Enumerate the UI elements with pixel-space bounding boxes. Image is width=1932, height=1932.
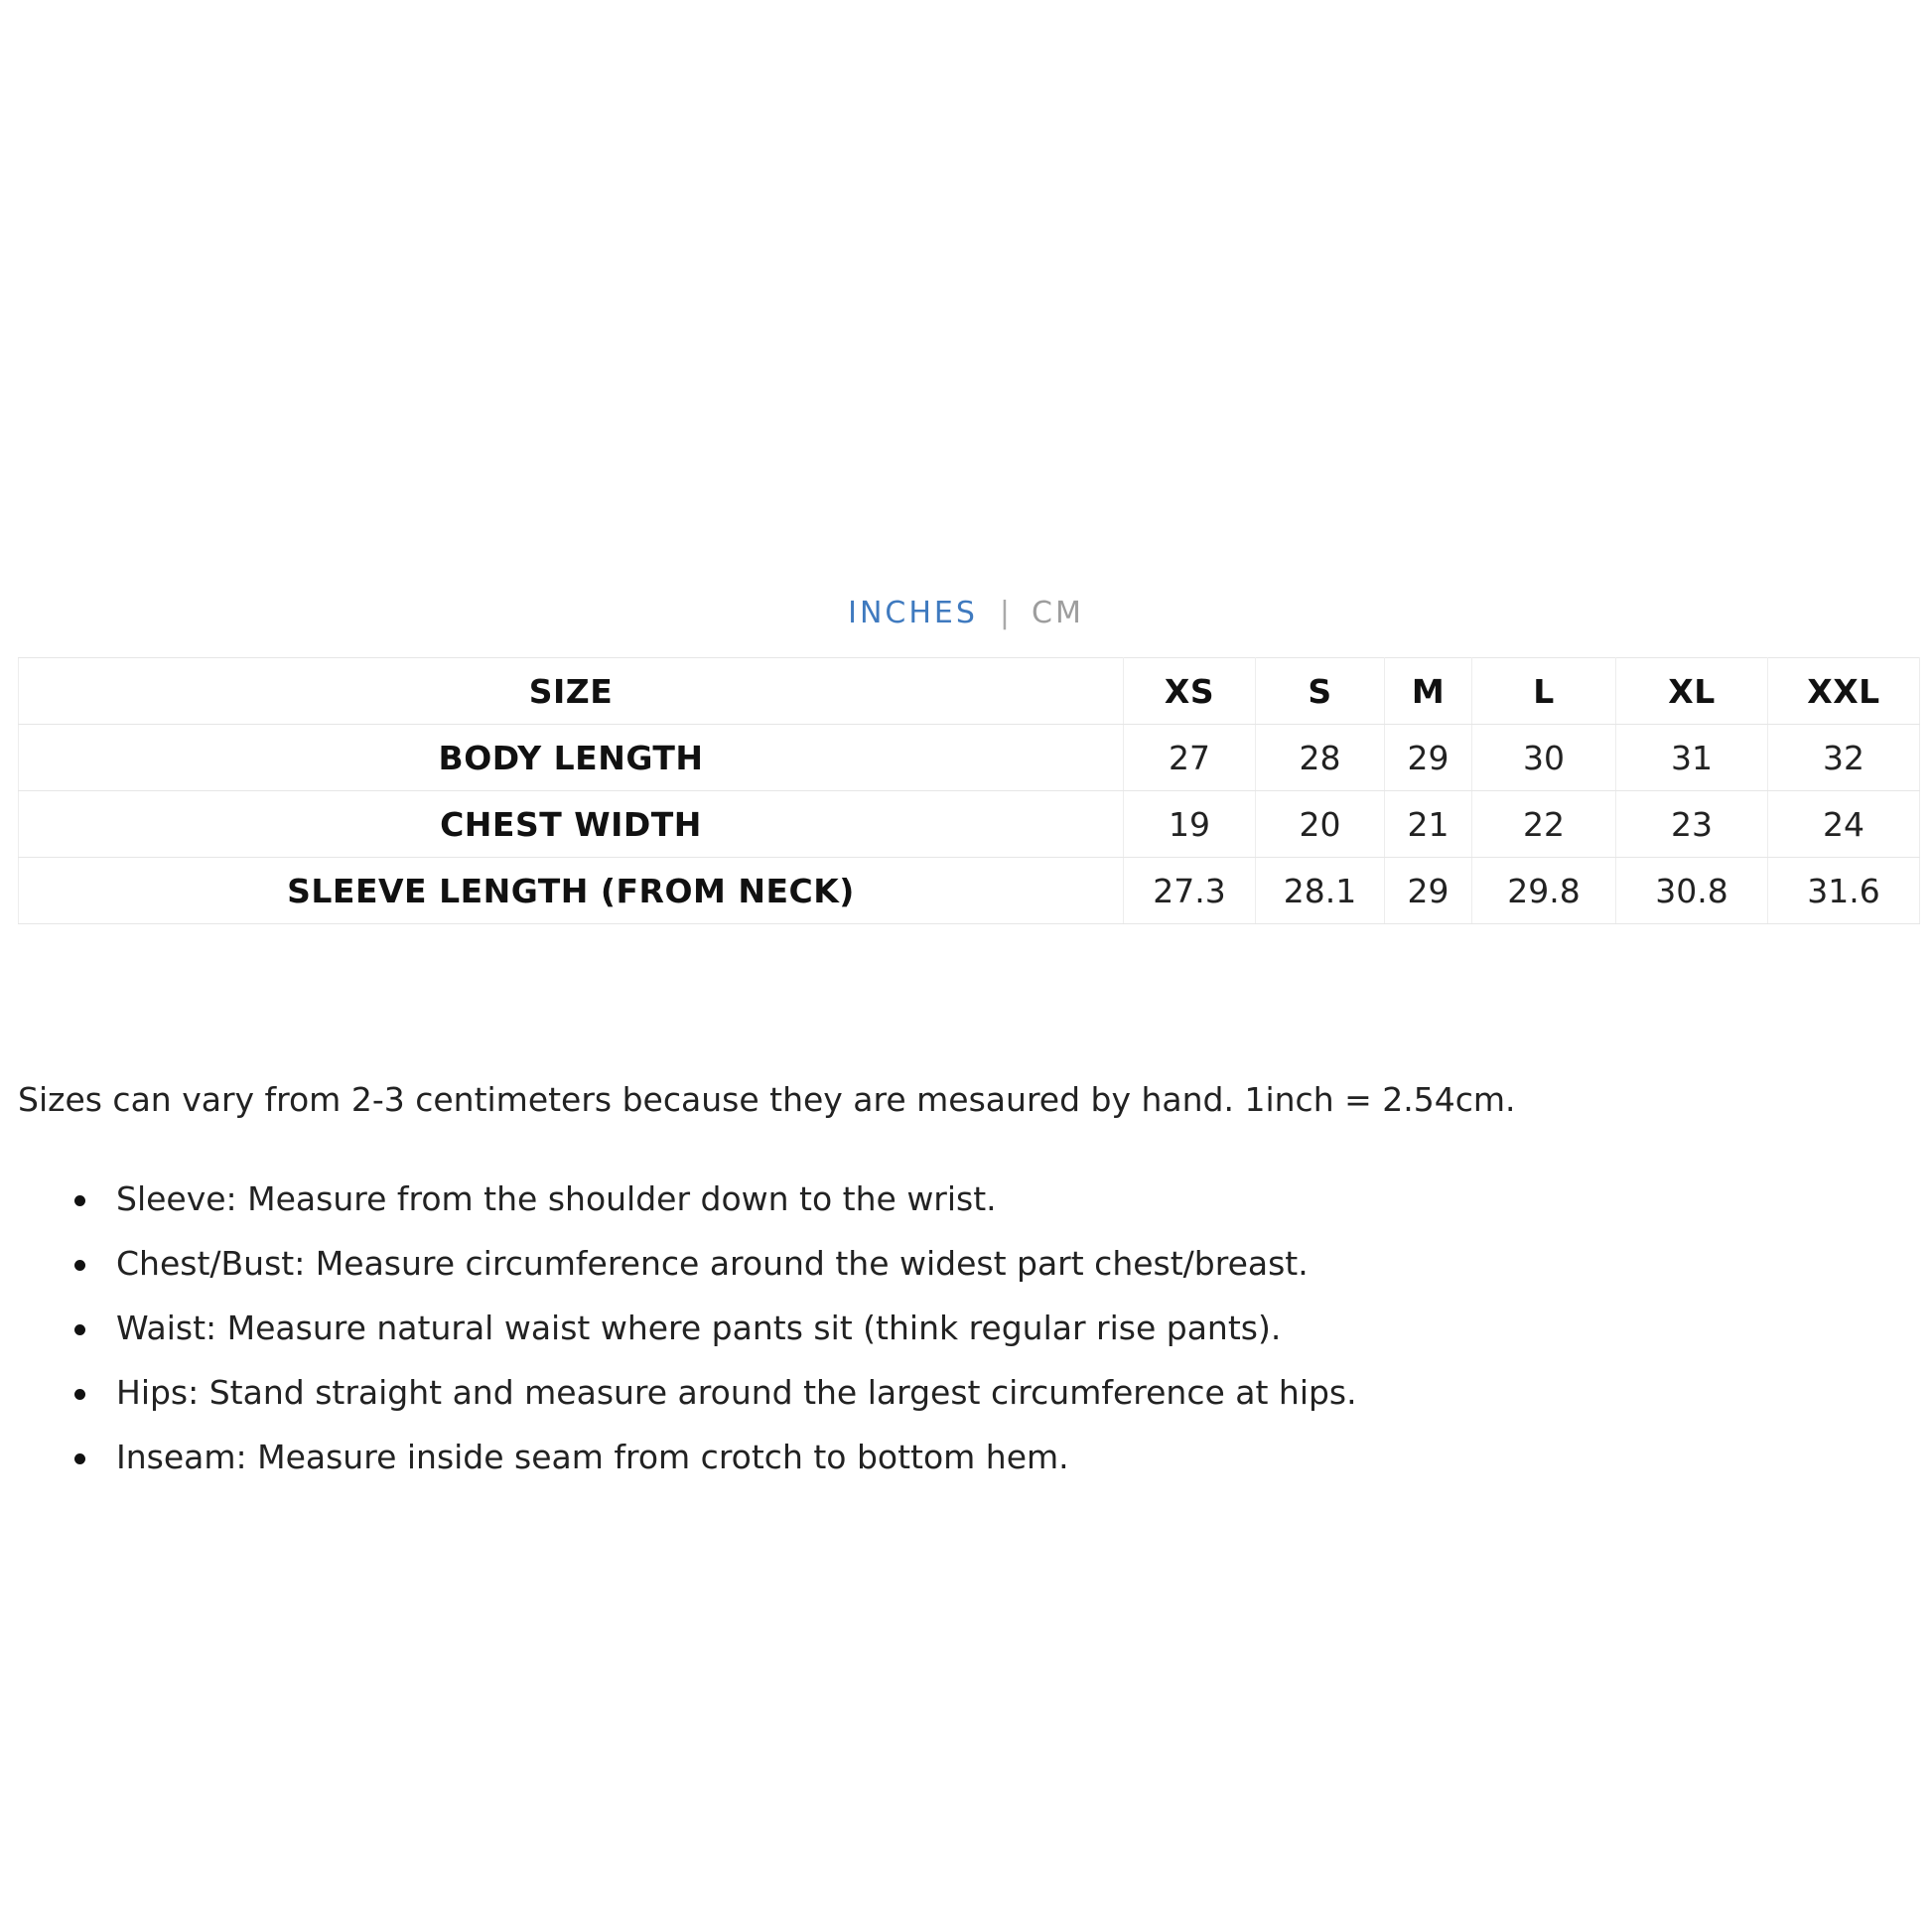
header-cell-xl: XL [1616,658,1768,725]
tip-text: Hips: Stand straight and measure around the largest circumference at hips. [116,1373,1357,1412]
table-cell: 30.8 [1616,858,1768,924]
table-row-chest-width [19,791,1920,858]
table-row-body-length [19,725,1920,791]
table-cell: 32 [1768,725,1920,791]
table-cell: 27 [1124,725,1256,791]
table-cell: 27.3 [1124,858,1256,924]
list-item [0,1177,1357,1242]
table-cell: 29 [1385,725,1472,791]
table-cell: 22 [1472,791,1616,858]
table-cell: 28.1 [1256,858,1385,924]
table-cell: 23 [1616,791,1768,858]
table-cell: 21 [1385,791,1472,858]
table-header-row [19,658,1920,725]
unit-inches-tab[interactable]: INCHES [848,596,978,630]
row-label: BODY LENGTH [19,725,1124,791]
list-item [0,1436,1357,1500]
header-cell-size: SIZE [19,658,1124,725]
header-cell-l: L [1472,658,1616,725]
measurement-note: Sizes can vary from 2-3 centimeters because they are mesaured by hand. 1inch = 2.54cm. [18,1080,1516,1119]
list-item [0,1242,1357,1307]
tip-text: Sleeve: Measure from the shoulder down to the wrist. [116,1179,997,1218]
table-cell: 24 [1768,791,1920,858]
bullet-icon [74,1389,85,1400]
row-label: SLEEVE LENGTH (FROM NECK) [19,858,1124,924]
table-cell: 31.6 [1768,858,1920,924]
table-cell: 29.8 [1472,858,1616,924]
table-cell: 29 [1385,858,1472,924]
list-item [0,1307,1357,1371]
header-cell-s: S [1256,658,1385,725]
tip-text: Inseam: Measure inside seam from crotch to bottom hem. [116,1438,1069,1476]
measuring-tips-list [0,1177,1357,1500]
list-item [0,1371,1357,1436]
row-label: CHEST WIDTH [19,791,1124,858]
table-cell: 28 [1256,725,1385,791]
header-cell-xs: XS [1124,658,1256,725]
unit-toggle [0,592,1932,635]
header-cell-m: M [1385,658,1472,725]
table-cell: 19 [1124,791,1256,858]
bullet-icon [74,1260,85,1271]
tip-text: Waist: Measure natural waist where pants sit (think regular rise pants). [116,1309,1282,1347]
tip-text: Chest/Bust: Measure circumference around the widest part chest/breast. [116,1244,1309,1283]
bullet-icon [74,1324,85,1335]
header-cell-xxl: XXL [1768,658,1920,725]
table-row-sleeve-length [19,858,1920,924]
table-cell: 31 [1616,725,1768,791]
size-chart-table [18,657,1920,924]
unit-separator: | [999,596,1011,630]
table-cell: 20 [1256,791,1385,858]
table-cell: 30 [1472,725,1616,791]
bullet-icon [74,1453,85,1464]
unit-cm-tab[interactable]: CM [1032,596,1084,630]
bullet-icon [74,1195,85,1206]
